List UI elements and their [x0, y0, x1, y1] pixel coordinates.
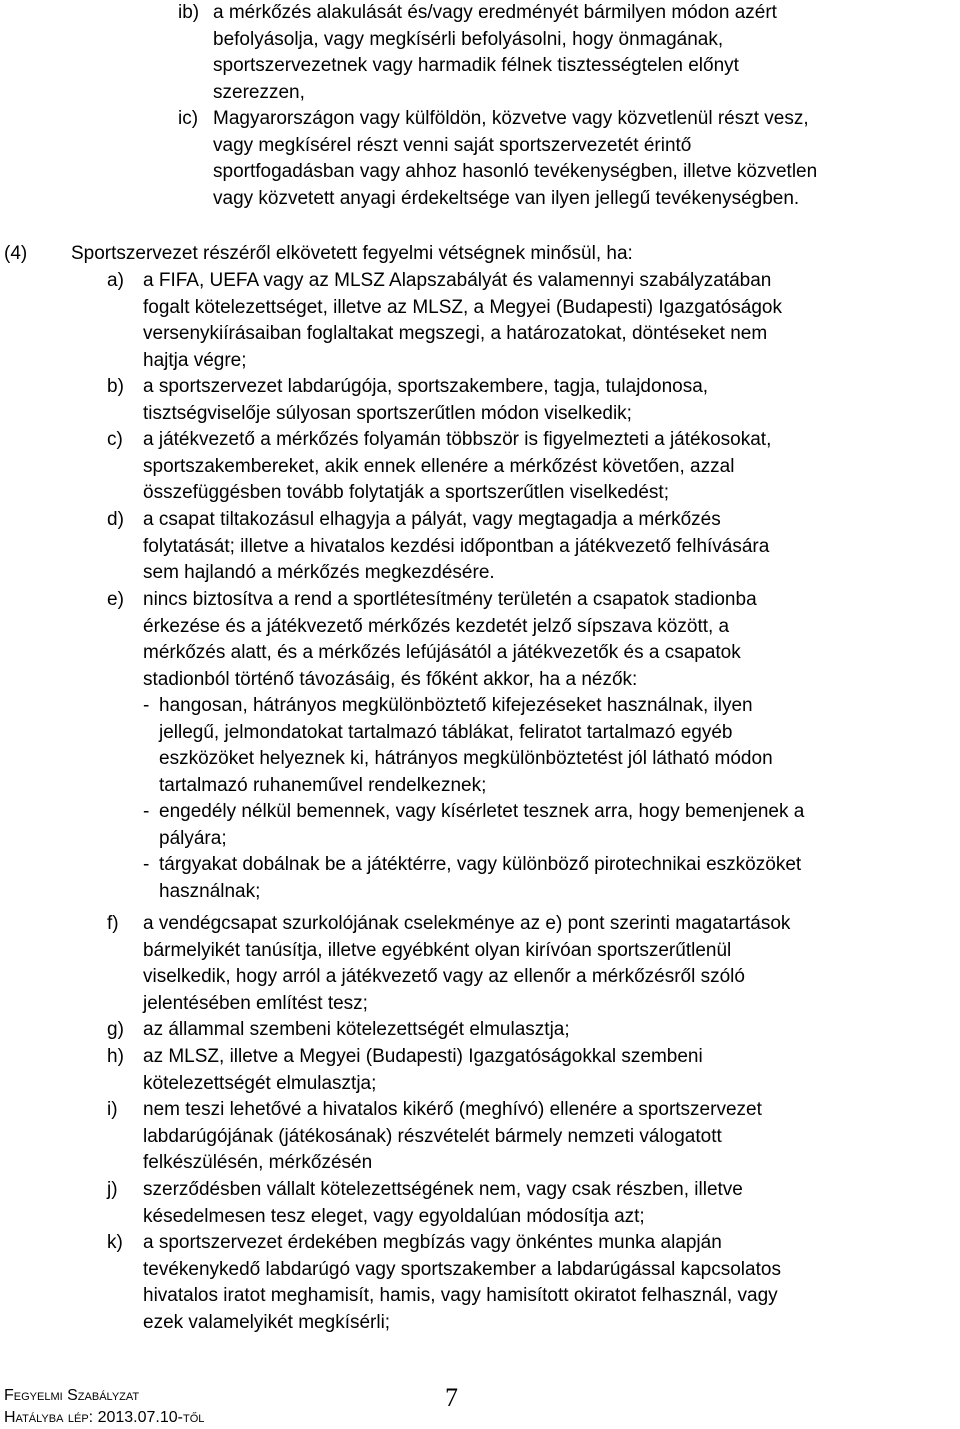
item-label: d) [107, 509, 124, 530]
footer [4, 1385, 204, 1429]
text-line: a csapat tiltakozásul elhagyja a pályát, vagy megtagadja a mérkőzés [143, 509, 721, 530]
footer-title: Fegyelmi Szabályzat [4, 1387, 140, 1404]
item-label: f) [107, 913, 119, 934]
text-line: tárgyakat dobálnak be a játéktérre, vagy különböző pirotechnikai eszközöket [159, 854, 802, 875]
text-line: összefüggésben tovább folytatják a sportszerűtlen viselkedést; [143, 482, 669, 504]
text-line: vagy megkísérel részt venni saját sportszervezetét érintő [213, 134, 692, 156]
text-line: késedelmesen tesz eleget, vagy egyoldalúan módosítja azt; [143, 1205, 645, 1227]
text-line: sportszervezetnek vagy harmadik félnek tisztességtelen előnyt [213, 55, 739, 77]
text-line: eszközöket helyeznek ki, hátrányos megkülönböztetést jól látható módon [159, 748, 773, 770]
item-label: - [143, 695, 150, 716]
text-line: folytatását; illetve a hivatalos kezdési időpontban a játékvezető felhívására [143, 535, 770, 557]
text-line: versenykiírásaiban foglaltakat megszegi, a határozatokat, döntéseket nem [143, 323, 768, 345]
text-line: jellegű, jelmondatokat tartalmazó táblákat, feliratot tartalmazó egyéb [159, 721, 733, 743]
page-number: 7 [445, 1383, 458, 1412]
item-label: j) [107, 1179, 118, 1200]
text-line: stadionból történő távozásáig, és főként akkor, ha a nézők: [143, 668, 638, 690]
text-line: tisztségviselője súlyosan sportszerűtlen módon viselkedik; [143, 402, 632, 424]
item-label: g) [107, 1019, 124, 1040]
text-line: felkészülésén, mérkőzésén [143, 1152, 373, 1174]
text-line: az állammal szembeni kötelezettségét elmulasztja; [143, 1019, 570, 1040]
sub-item-ib [178, 0, 958, 106]
text-line: sportfogadásban vagy ahhoz hasonló tevékenységben, illetve közvetlen [213, 161, 818, 183]
item-label: ic) [178, 108, 199, 129]
item-label: a) [107, 270, 124, 291]
text-line: hivatalos iratot meghamisít, hamis, vagy hamisított okiratot felhasznál, vagy [143, 1285, 778, 1307]
section-number: (4) [4, 243, 28, 264]
text-line: labdarúgójának (játékosának) részvételét bármely nemzeti válogatott [143, 1125, 722, 1147]
text-line: pályára; [159, 827, 227, 849]
item-a [107, 268, 958, 374]
text-line: a sportszervezet labdarúgója, sportszakembere, tagja, tulajdonosa, [143, 376, 709, 397]
text-line: hangosan, hátrányos megkülönböztető kifejezéseket használnak, ilyen [159, 695, 753, 716]
text-line: szerezzen, [213, 81, 305, 103]
section-heading: Sportszervezet részéről elkövetett fegyelmi vétségnek minősül, ha: [71, 243, 633, 264]
text-line: a mérkőzés alakulását és/vagy eredményét bármilyen módon azért [213, 2, 777, 23]
text-line: a FIFA, UEFA vagy az MLSZ Alapszabályát és valamennyi szabályzatában [143, 270, 772, 291]
text-line: érkezése és a játékvezető mérkőzés kezdetét jelző sípszava között, a [143, 615, 730, 637]
sub-item-ic [178, 106, 958, 212]
item-label: e) [107, 589, 124, 610]
text-line: sem hajlandó a mérkőzés megkezdésére. [143, 562, 495, 584]
text-line: használnak; [159, 880, 261, 902]
text-line: viselkedik, hogy arról a játékvezető vagy az ellenőr a mérkőzésről szóló [143, 966, 745, 988]
dash-item-3 [143, 852, 958, 905]
item-label: h) [107, 1046, 124, 1067]
text-line: bármelyikét tanúsítja, illetve egyébként olyan kirívóan sportszerűtlenül [143, 939, 732, 961]
item-e [107, 587, 958, 693]
item-label: - [143, 801, 150, 822]
item-k [107, 1230, 958, 1336]
text-line: a sportszervezet érdekében megbízás vagy önkéntes munka alapján [143, 1232, 722, 1253]
text-line: kötelezettségét elmulasztja; [143, 1072, 377, 1094]
item-f [107, 911, 958, 1017]
text-line: ezek valamelyikét megkísérli; [143, 1311, 391, 1333]
text-line: nem teszi lehetővé a hivatalos kikérő (meghívó) ellenére a sportszervezet [143, 1099, 762, 1120]
text-line: szerződésben vállalt kötelezettségének nem, vagy csak részben, illetve [143, 1179, 743, 1200]
item-label: ib) [178, 2, 200, 23]
text-line: a játékvezető a mérkőzés folyamán többször is figyelmezteti a játékosokat, [143, 429, 772, 450]
item-c [107, 427, 958, 507]
dash-item-2 [143, 799, 958, 852]
text-line: tartalmazó ruhaneművel rendelkeznek; [159, 774, 487, 796]
text-line: tevékenykedő labdarúgó vagy sportszakember a labdarúgással kapcsolatos [143, 1258, 781, 1280]
item-label: b) [107, 376, 124, 397]
item-i [107, 1097, 958, 1177]
footer-effective-date: Hatályba lép: 2013.07.10-től [4, 1409, 205, 1426]
text-line: sportszakembereket, akik ennek ellenére a mérkőzést követően, azzal [143, 455, 735, 477]
item-label: c) [107, 429, 123, 450]
text-line: fogalt kötelezettséget, illetve az MLSZ, a Megyei (Budapesti) Igazgatóságok [143, 296, 782, 318]
item-b [107, 374, 958, 427]
text-line: jelentésében említést tesz; [143, 992, 368, 1014]
text-line: a vendégcsapat szurkolójának cselekménye az e) pont szerinti magatartások [143, 913, 791, 934]
item-d [107, 507, 958, 587]
item-j [107, 1177, 958, 1230]
item-g [107, 1017, 958, 1044]
text-line: vagy közvetett anyagi érdekeltsége van ilyen jellegű tevékenységben. [213, 187, 800, 209]
text-line: nincs biztosítva a rend a sportlétesítmény területén a csapatok stadionba [143, 589, 757, 610]
text-line: az MLSZ, illetve a Megyei (Budapesti) Igazgatóságokkal szembeni [143, 1046, 703, 1067]
item-h [107, 1044, 958, 1097]
text-line: engedély nélkül bemennek, vagy kísérletet tesznek arra, hogy bemenjenek a [159, 801, 805, 822]
text-line: befolyásolja, vagy megkísérli befolyásolni, hogy önmagának, [213, 28, 724, 50]
item-label: - [143, 854, 150, 875]
text-line: Magyarországon vagy külföldön, közvetve vagy közvetlenül részt vesz, [213, 108, 809, 129]
item-label: i) [107, 1099, 118, 1120]
text-line: mérkőzés alatt, és a mérkőzés lefújásától a játékvezetők és a csapatok [143, 642, 741, 664]
item-label: k) [107, 1232, 123, 1253]
dash-item-1 [143, 693, 958, 799]
text-line: hajtja végre; [143, 349, 247, 371]
